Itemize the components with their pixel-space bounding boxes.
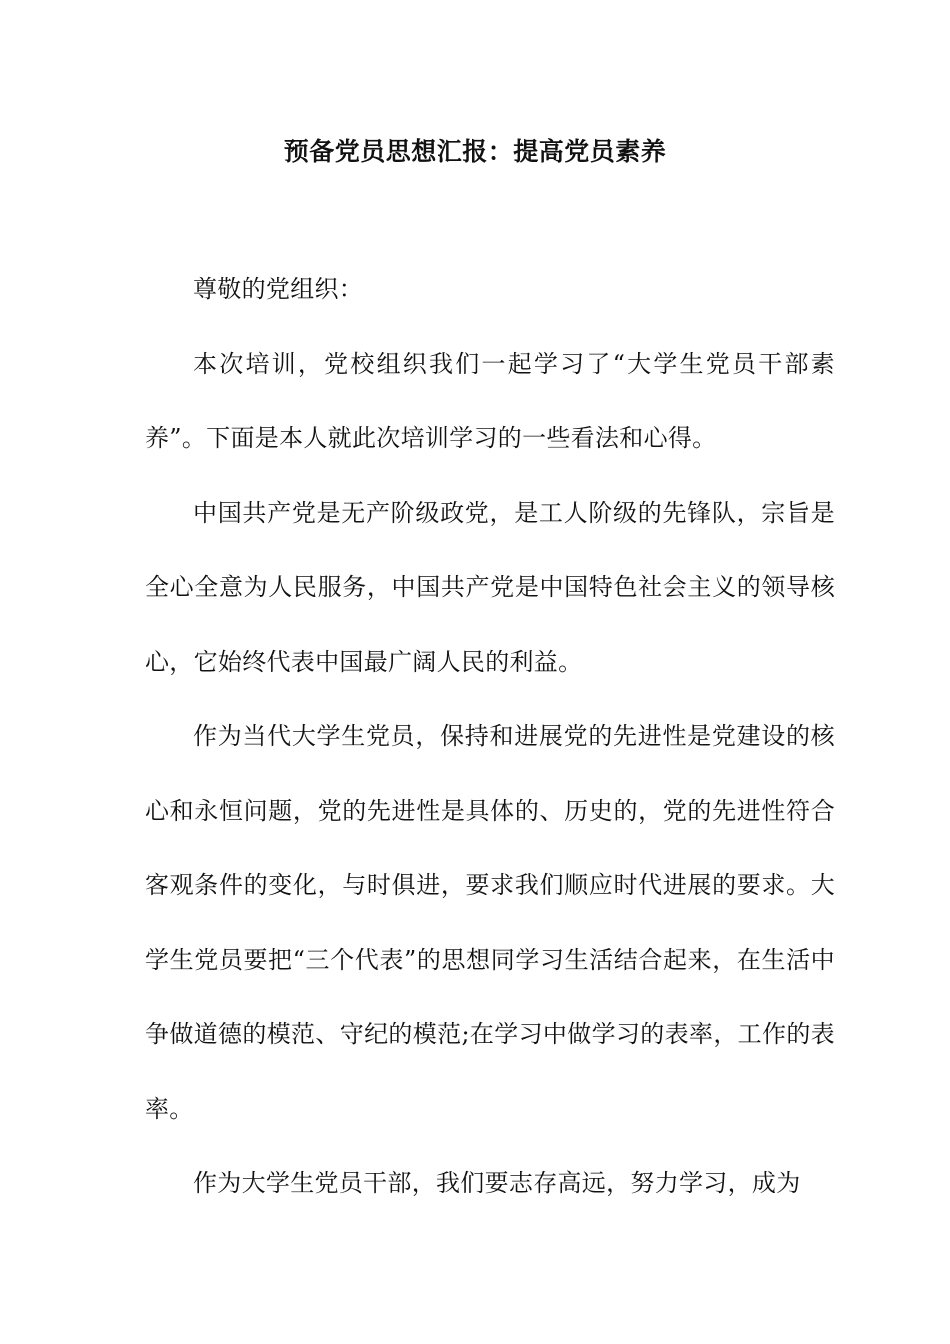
document-body [145,252,835,1221]
paragraph-2: 中国共产党是无产阶级政党，是工人阶级的先锋队，宗旨是全心全意为人民服务，中国共产党是中国特色社会主义的领导核心，它始终代表中国最广阔人民的利益。 [145,498,835,676]
salutation: 尊敬的党组织： [193,275,364,303]
paragraph-1: 本次培训，党校组织我们一起学习了“大学生党员干部素养”。下面是本人就此次培训学习的一些看法和心得。 [145,349,835,452]
paragraph-4: 作为大学生党员干部，我们要志存高远，努力学习，成为 [193,1169,801,1197]
document-title: 预备党员思想汇报：提高党员素养 [283,137,667,166]
paragraph-3: 作为当代大学生党员，保持和进展党的先进性是党建设的核心和永恒问题，党的先进性是具体的、历史的，党的先进性符合客观条件的变化，与时俱进，要求我们顺应时代进展的要求。大学生党员要把“三个代表”的思想同学习生活结合起来，在生活中争做道德的模范、守纪的模范;在学习中做学习的表率，工作的表率。 [145,722,835,1123]
